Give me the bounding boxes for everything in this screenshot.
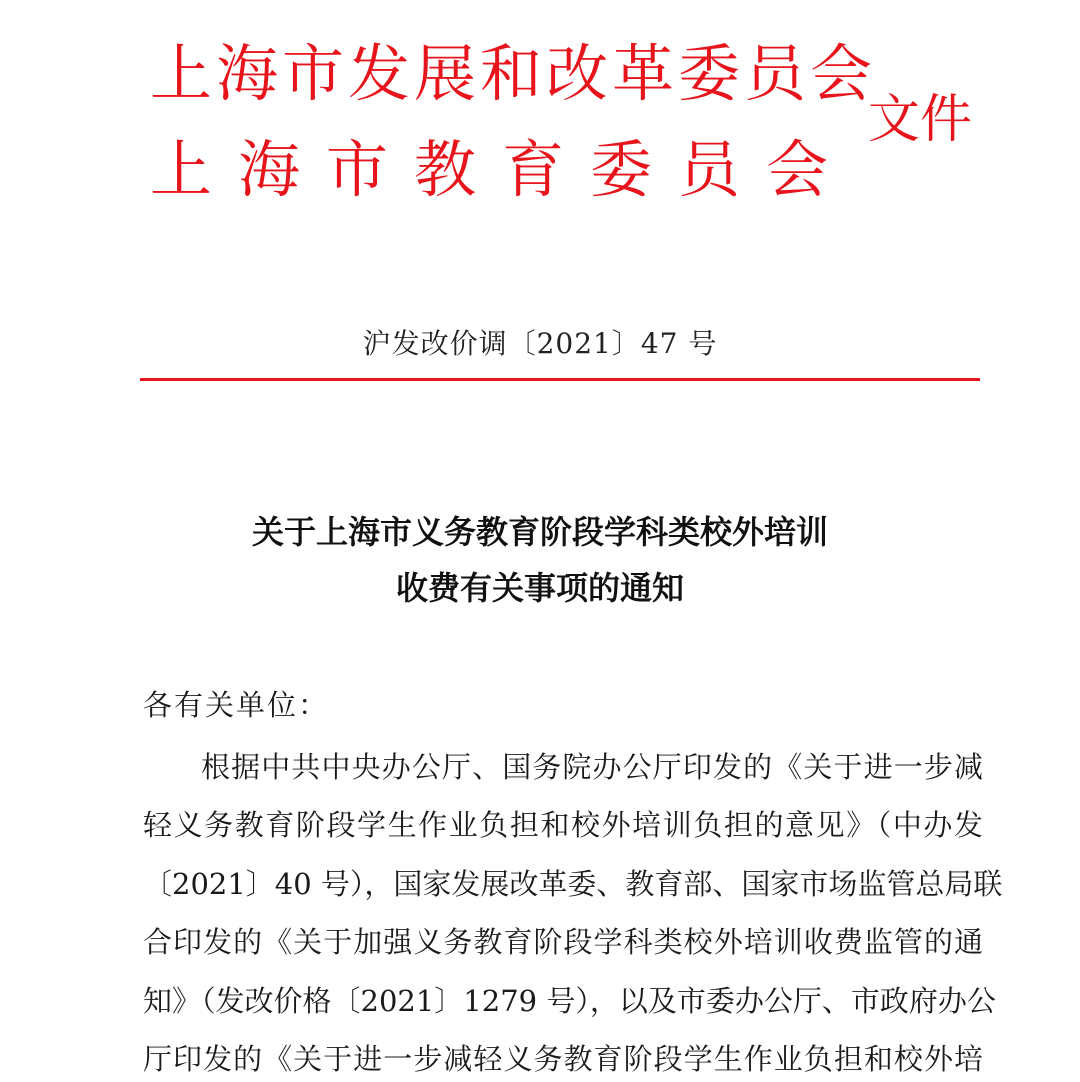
body-line: 厅印发的《关于进一步减轻义务教育阶段学生作业负担和校外培 [143, 1041, 983, 1076]
body-line: 轻义务教育阶段学生作业负担和校外培训负担的意见》（中办发 [143, 808, 983, 843]
body-line: 知》（发改价格〔2021〕1279 号），以及市委办公厅、市政府办公 [143, 983, 996, 1018]
document-title [0, 504, 1080, 616]
document-number: 沪发改价调〔2021〕47 号 [362, 327, 718, 360]
title-line-1: 关于上海市义务教育阶段学科类校外培训 [251, 513, 828, 551]
masthead-issuer-1: 上海市发展和改革委员会 [150, 37, 877, 110]
salutation: 各有关单位： [143, 688, 330, 722]
red-divider-line [140, 378, 980, 381]
title-line-2: 收费有关事项的通知 [395, 569, 684, 607]
body-line: 合印发的《关于加强义务教育阶段学科类校外培训收费监管的通 [143, 925, 983, 960]
masthead-issuer-2: 上海市教育委员会 [150, 133, 855, 206]
body-line: 根据中共中央办公厅、国务院办公厅印发的《关于进一步减 [201, 750, 983, 784]
red-masthead [150, 37, 973, 208]
body-line: 〔2021〕40 号），国家发展改革委、教育部、国家市场监管总局联 [143, 866, 1003, 901]
masthead-suffix: 文件 [868, 90, 973, 150]
body-paragraph [143, 738, 1003, 1082]
